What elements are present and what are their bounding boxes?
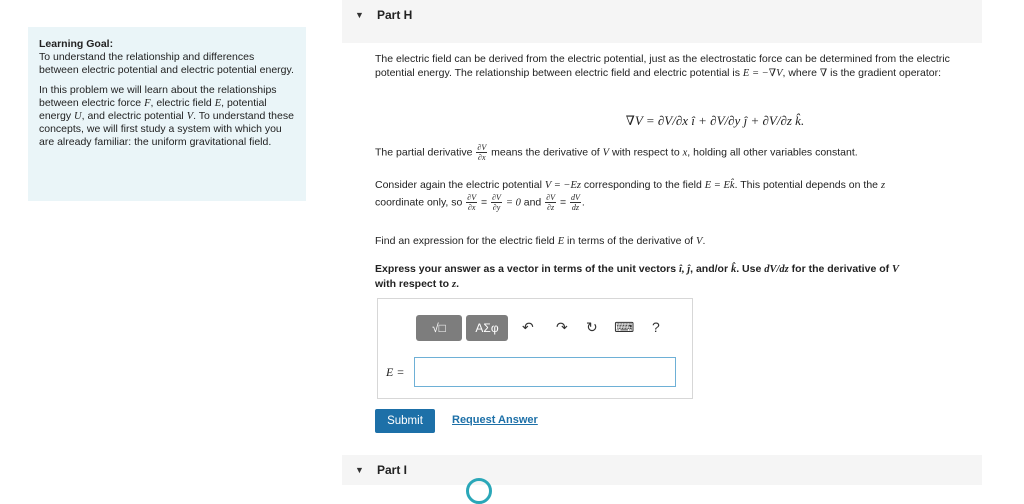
loading-spinner-icon xyxy=(466,478,492,504)
answer-input[interactable] xyxy=(414,357,676,387)
answer-label: E = xyxy=(386,365,405,379)
learning-goal-detail: In this problem we will learn about the relationships between electric force F, electric field E, potential energy U, and electric potential V. To understand these concepts, we will first study a system with which you are already familiar: the uniform gravitational field. xyxy=(39,84,294,148)
consider-paragraph: Consider again the electric potential V = −Ez corresponding to the field E = Ek̂. This potential depends on the z coordinate only, so $\frac{\partial V}{\partial x}$ = $\frac{\partial V}{\partial y}$ = 0 and $\frac{\partial V}{\partial z}$ = $\frac{dV}{dz}$ . xyxy=(375,179,886,212)
templates-button[interactable]: √□ xyxy=(416,315,462,341)
instructions-paragraph: Express your answer as a vector in terms of the unit vectors î, ĵ, and/or k̂. Use dV/dz for the derivative of V with respect to z. xyxy=(375,263,900,290)
submit-button[interactable]: Submit xyxy=(375,409,435,433)
learning-goal-text: To understand the relationship and differences between electric potential and electric potential energy. xyxy=(39,51,294,76)
learning-goal-box xyxy=(28,27,306,201)
answer-editor xyxy=(377,298,693,399)
part-i-title: Part I xyxy=(377,463,408,477)
find-paragraph: Find an expression for the electric field E in terms of the derivative of V. xyxy=(375,235,706,247)
collapse-caret-icon[interactable]: ▼ xyxy=(355,10,364,20)
partial-derivative-paragraph: The partial derivative $\frac{\partial V}{\partial x}$ means the derivative of V with respect to x, holding all other variables constant. xyxy=(375,143,858,162)
gradient-equation: ∇V = ∂V/∂x î + ∂V/∂y ĵ + ∂V/∂z k̂. xyxy=(625,113,805,128)
intro-paragraph: The electric field can be derived from the electric potential, just as the electrostatic force can be determined from the electric potential energy. The relationship between electric field and electric potential is E = −∇V, where ∇ is the gradient operator: xyxy=(375,53,950,79)
greek-symbols-button[interactable]: ΑΣφ xyxy=(466,315,508,341)
part-h-header[interactable] xyxy=(342,0,982,43)
reset-icon[interactable]: ↻ xyxy=(586,319,598,335)
redo-icon[interactable]: ↷ xyxy=(556,319,568,335)
help-icon[interactable]: ? xyxy=(652,319,660,335)
part-h-title: Part H xyxy=(377,8,413,22)
part-i-header[interactable] xyxy=(342,455,982,485)
expand-caret-icon[interactable]: ▼ xyxy=(355,465,364,475)
keyboard-icon[interactable]: ⌨ xyxy=(614,319,635,335)
learning-goal-title: Learning Goal: xyxy=(39,38,114,50)
undo-icon[interactable]: ↶ xyxy=(522,319,534,335)
request-answer-link[interactable]: Request Answer xyxy=(452,414,538,426)
